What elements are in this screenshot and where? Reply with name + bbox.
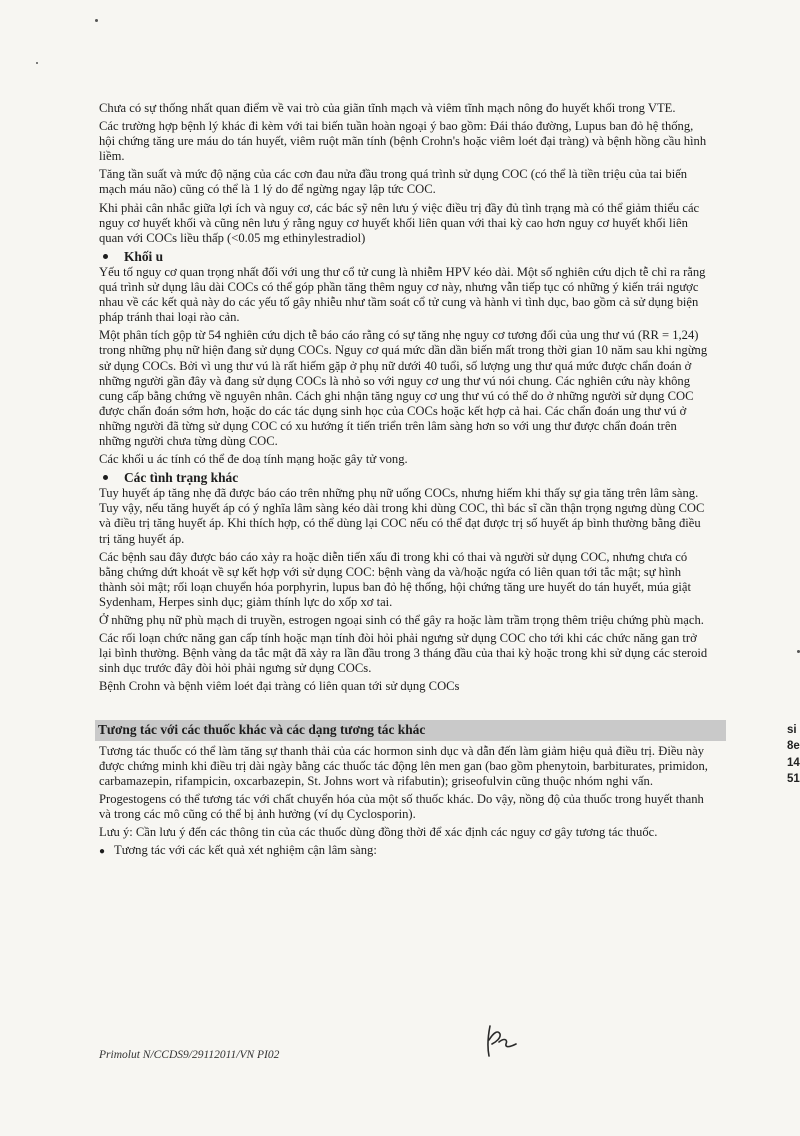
paragraph: Tăng tần suất và mức độ nặng của các cơn đau nửa đầu trong quá trình sử dụng COC (có thể là tiền triệu của tai biến mạch máu não) cũng có thể là 1 lý do để ngừng ngay lập tức COC. (99, 167, 688, 197)
paragraph: Yếu tố nguy cơ quan trọng nhất đối với ung thư cổ tử cung là nhiễm HPV kéo dài. Một số nghiên cứu dịch tễ chỉ ra rằng quá trình sử dụng lâu dài COCs có thể góp phần tăng thêm nguy cơ này, nhưng vẫn tiếp tục có những ý kiến trái ngược nhau về các kết quả này do các yếu tố gây nhiễu như tầm soát cổ tử cung và hành vi tình dục, bao gồm cả sử dụng biện pháp tránh thai loại rào cản. (99, 264, 706, 325)
list-item-label: Tương tác với các kết quả xét nghiệm cận lâm sàng: (114, 843, 377, 858)
heading-other-conditions-label: Các tình trạng khác (124, 470, 239, 486)
bullet-icon (103, 254, 108, 259)
paragraph: Chưa có sự thống nhất quan điểm về vai trò của giãn tĩnh mạch và viêm tĩnh mạch nông đo huyết khối trong VTE. (99, 101, 676, 115)
edge-text: 51 (787, 773, 800, 785)
heading-tumors (99, 249, 711, 264)
paragraph: Tương tác thuốc có thể làm tăng sự thanh thải của các hormon sinh dục và dẫn đến làm giảm hiệu quả điều trị. Điều này được chứng minh khi điều trị dài ngày bằng các thuốc tác động lên men gan (bao gồm phenytoin, barbiturates, primidon, carbamazepin, rifampicin, oxcarbazepin, St. Johns wort và rifabutin); griseofulvin cũng thuộc nhóm nghi vấn. (99, 743, 708, 788)
scan-speck (36, 62, 38, 64)
paragraph: Các trường hợp bệnh lý khác đi kèm với tai biến tuần hoàn ngoại ý bao gồm: Đái tháo đường, Lupus ban đỏ hệ thống, hội chứng tăng ure máu do tán huyết, viêm ruột mãn tính (bệnh Crohn's hoặc viêm loét đại tràng) và bệnh hồng cầu hình liềm. (99, 119, 707, 164)
paragraph: Progestogens có thể tương tác với chất chuyển hóa của một số thuốc khác. Do vậy, nồng độ của thuốc trong huyết thanh và trong các mô cũng có thể bị ảnh hưởng (ví dụ Cyclosporin). (99, 791, 704, 821)
paragraph: Tuy huyết áp tăng nhẹ đã được báo cáo trên những phụ nữ uống COCs, nhưng hiếm khi thấy sự gia tăng trên lâm sàng. Tuy vậy, nếu tăng huyết áp có ý nghĩa lâm sàng kéo dài trong khi dùng COC, thì bác sĩ cần thận trọng ngưng dùng COC và điều trị tăng huyết áp. Khi thích hợp, có thể dùng lại COC nếu có thể đạt được trị số huyết áp bình thường bằng điều trị tăng huyết áp. (99, 486, 705, 546)
paragraph: Lưu ý: Cần lưu ý đến các thông tin của các thuốc dùng đồng thời để xác định các nguy cơ gây tương tác thuốc. (99, 825, 658, 840)
paragraph: Bệnh Crohn và bệnh viêm loét đại tràng có liên quan tới sử dụng COCs (99, 679, 460, 694)
bullet-icon (103, 475, 108, 480)
signature-icon (482, 1022, 532, 1060)
heading-other-conditions (99, 470, 711, 485)
paragraph: Các bệnh sau đây được báo cáo xảy ra hoặc diễn tiến xấu đi trong khi có thai và người sử dụng COC, nhưng chưa có bằng chứng dứt khoát về sự kết hợp với sử dụng COC: bệnh vàng da và/hoặc ngứa có liên quan tới tắc mật; sự hình thành sỏi mật; rối loạn chuyển hóa porphyrin, lupus ban đỏ hệ thống, hội chứng tăng ure huyết do tán huyết, múa giật Sydenham, Herpes sinh dục; giảm thính lực do xốp xơ tai. (99, 549, 691, 609)
footer-doc-code: Primolut N/CCDS9/29112011/VN PI02 (99, 1049, 280, 1061)
bullet-icon: ● (99, 846, 106, 858)
paragraph: Các rối loạn chức năng gan cấp tính hoặc mạn tính đòi hỏi phải ngưng sử dụng COC cho tới khi các chức năng gan trở lại bình thường. Bệnh vàng da tắc mật đã xảy ra lần đầu trong 3 tháng đầu của thai kỳ hoặc trong khi sử dụng các steroid sinh dục trước đây đòi hỏi phải ngưng sử dụng COCs. (99, 631, 708, 676)
paragraph: Một phân tích gộp từ 54 nghiên cứu dịch tễ báo cáo rằng có sự tăng nhẹ nguy cơ tương đối của ung thư vú (RR = 1,24) trong những phụ nữ hiện đang sử dụng COCs. Nguy cơ quá mức dần dần biến mất trong thời gian 10 năm sau khi ngừng sử dụng COCs. Bởi vì ung thư vú là rất hiếm gặp ở phụ nữ dưới 40 tuổi, số lượng ung thư quá mức được chẩn đoán ở những người gần đây và đang sử dụng COCs là nhỏ so với nguy cơ ung thư vú nói chung. Các nghiên cứu này không cung cấp bằng chứng về nguyên nhân. Cách ghi nhận tăng nguy cơ ung thư vú có thể do ở những người sử dụng COC được chẩn đoán sớm hơn, hoặc do các tác dụng sinh học của COCs hoặc kết hợp cả hai. Các chẩn đoán ung thư vú ở những người đã từng sử dụng COC có xu hướng ít tiến triển trên lâm sàng hơn so với ung thư được chẩn đoán trên những người chưa từng dùng COC. (99, 328, 708, 448)
list-item-lab-interactions (99, 843, 711, 859)
edge-text: si (787, 724, 797, 736)
paragraph: Các khối u ác tính có thể đe doạ tính mạng hoặc gây tử vong. (99, 452, 408, 467)
edge-text: 14 (787, 757, 800, 769)
edge-text: 8e (787, 740, 800, 752)
paragraph: Ở những phụ nữ phù mạch di truyền, estrogen ngoại sinh có thể gây ra hoặc làm trầm trọng thêm triệu chứng phù mạch. (99, 613, 704, 627)
scan-speck (95, 19, 98, 22)
heading-tumors-label: Khối u (124, 248, 164, 264)
document-body (99, 101, 711, 859)
section-title-interactions: Tương tác với các thuốc khác và các dạng tương tác khác (95, 720, 726, 740)
paragraph: Khi phải cân nhắc giữa lợi ích và nguy cơ, các bác sỹ nên lưu ý việc điều trị đầy đủ tình trạng mà có thể giảm thiểu các nguy cơ huyết khối và cũng nên lưu ý rằng nguy cơ huyết khối liên quan với thai kỳ cao hơn nguy cơ huyết khối liên quan với COCs liều thấp (<0.05 mg ethinylestradiol) (99, 200, 700, 245)
